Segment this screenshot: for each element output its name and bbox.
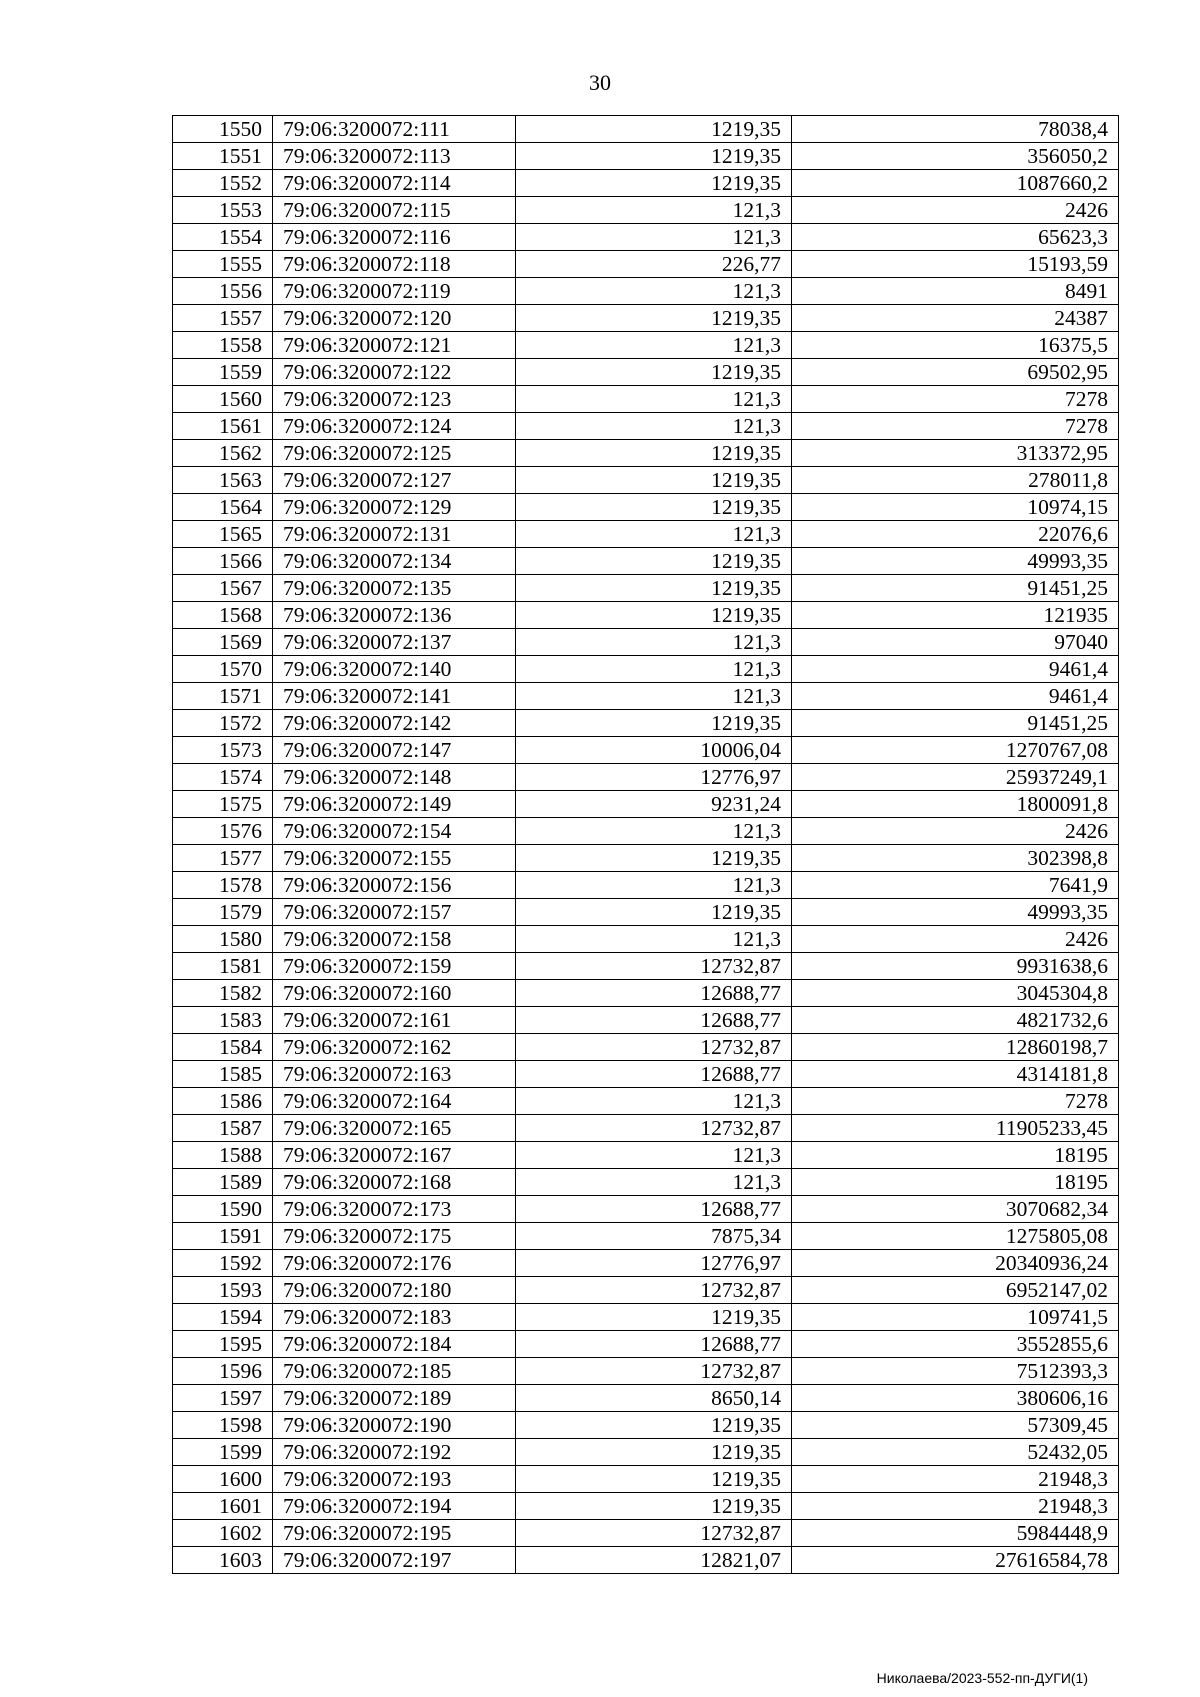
value-cell: 12860198,7 <box>792 1034 1119 1061</box>
cadastral-number-cell: 79:06:3200072:156 <box>273 872 516 899</box>
cadastral-number-cell: 79:06:3200072:164 <box>273 1088 516 1115</box>
area-cell: 121,3 <box>516 872 792 899</box>
row-number-cell: 1570 <box>173 656 273 683</box>
row-number-cell: 1559 <box>173 359 273 386</box>
row-number-cell: 1602 <box>173 1520 273 1547</box>
area-cell: 1219,35 <box>516 710 792 737</box>
table-row <box>173 845 1119 872</box>
cadastral-number-cell: 79:06:3200072:127 <box>273 467 516 494</box>
cadastral-number-cell: 79:06:3200072:163 <box>273 1061 516 1088</box>
value-cell: 5984448,9 <box>792 1520 1119 1547</box>
row-number-cell: 1563 <box>173 467 273 494</box>
value-cell: 2426 <box>792 197 1119 224</box>
table-row <box>173 710 1119 737</box>
value-cell: 20340936,24 <box>792 1250 1119 1277</box>
row-number-cell: 1574 <box>173 764 273 791</box>
value-cell: 65623,3 <box>792 224 1119 251</box>
table-row <box>173 278 1119 305</box>
value-cell: 8491 <box>792 278 1119 305</box>
row-number-cell: 1560 <box>173 386 273 413</box>
area-cell: 12688,77 <box>516 1331 792 1358</box>
row-number-cell: 1591 <box>173 1223 273 1250</box>
table-row <box>173 1466 1119 1493</box>
table-row <box>173 953 1119 980</box>
cadastral-number-cell: 79:06:3200072:162 <box>273 1034 516 1061</box>
cadastral-number-cell: 79:06:3200072:184 <box>273 1331 516 1358</box>
value-cell: 9461,4 <box>792 683 1119 710</box>
cadastral-number-cell: 79:06:3200072:158 <box>273 926 516 953</box>
row-number-cell: 1575 <box>173 791 273 818</box>
row-number-cell: 1596 <box>173 1358 273 1385</box>
cadastral-number-cell: 79:06:3200072:155 <box>273 845 516 872</box>
area-cell: 121,3 <box>516 1169 792 1196</box>
cadastral-number-cell: 79:06:3200072:180 <box>273 1277 516 1304</box>
area-cell: 121,3 <box>516 521 792 548</box>
row-number-cell: 1561 <box>173 413 273 440</box>
row-number-cell: 1552 <box>173 170 273 197</box>
cadastral-table <box>172 115 1119 1574</box>
table-row <box>173 1007 1119 1034</box>
cadastral-number-cell: 79:06:3200072:123 <box>273 386 516 413</box>
area-cell: 12688,77 <box>516 1196 792 1223</box>
row-number-cell: 1592 <box>173 1250 273 1277</box>
table-row <box>173 467 1119 494</box>
table-row <box>173 872 1119 899</box>
value-cell: 3070682,34 <box>792 1196 1119 1223</box>
value-cell: 91451,25 <box>792 575 1119 602</box>
area-cell: 226,77 <box>516 251 792 278</box>
row-number-cell: 1588 <box>173 1142 273 1169</box>
row-number-cell: 1573 <box>173 737 273 764</box>
cadastral-number-cell: 79:06:3200072:115 <box>273 197 516 224</box>
table-row <box>173 737 1119 764</box>
row-number-cell: 1601 <box>173 1493 273 1520</box>
area-cell: 1219,35 <box>516 143 792 170</box>
cadastral-number-cell: 79:06:3200072:197 <box>273 1547 516 1574</box>
row-number-cell: 1583 <box>173 1007 273 1034</box>
cadastral-number-cell: 79:06:3200072:148 <box>273 764 516 791</box>
row-number-cell: 1597 <box>173 1385 273 1412</box>
table-row <box>173 1142 1119 1169</box>
row-number-cell: 1556 <box>173 278 273 305</box>
row-number-cell: 1584 <box>173 1034 273 1061</box>
table-row <box>173 413 1119 440</box>
value-cell: 6952147,02 <box>792 1277 1119 1304</box>
table-row <box>173 1169 1119 1196</box>
value-cell: 1275805,08 <box>792 1223 1119 1250</box>
table-row <box>173 1493 1119 1520</box>
value-cell: 380606,16 <box>792 1385 1119 1412</box>
value-cell: 21948,3 <box>792 1466 1119 1493</box>
value-cell: 11905233,45 <box>792 1115 1119 1142</box>
table-row <box>173 1277 1119 1304</box>
table-row <box>173 818 1119 845</box>
table-row <box>173 1115 1119 1142</box>
row-number-cell: 1590 <box>173 1196 273 1223</box>
row-number-cell: 1600 <box>173 1466 273 1493</box>
row-number-cell: 1581 <box>173 953 273 980</box>
cadastral-number-cell: 79:06:3200072:193 <box>273 1466 516 1493</box>
page-number: 30 <box>589 70 611 95</box>
cadastral-number-cell: 79:06:3200072:137 <box>273 629 516 656</box>
row-number-cell: 1551 <box>173 143 273 170</box>
area-cell: 7875,34 <box>516 1223 792 1250</box>
area-cell: 12732,87 <box>516 1277 792 1304</box>
row-number-cell: 1566 <box>173 548 273 575</box>
table-row <box>173 116 1119 143</box>
area-cell: 121,3 <box>516 1088 792 1115</box>
table-row <box>173 1331 1119 1358</box>
value-cell: 49993,35 <box>792 899 1119 926</box>
area-cell: 121,3 <box>516 332 792 359</box>
value-cell: 57309,45 <box>792 1412 1119 1439</box>
value-cell: 278011,8 <box>792 467 1119 494</box>
value-cell: 109741,5 <box>792 1304 1119 1331</box>
area-cell: 1219,35 <box>516 116 792 143</box>
value-cell: 1270767,08 <box>792 737 1119 764</box>
area-cell: 1219,35 <box>516 1412 792 1439</box>
cadastral-number-cell: 79:06:3200072:175 <box>273 1223 516 1250</box>
row-number-cell: 1599 <box>173 1439 273 1466</box>
cadastral-number-cell: 79:06:3200072:136 <box>273 602 516 629</box>
value-cell: 21948,3 <box>792 1493 1119 1520</box>
cadastral-number-cell: 79:06:3200072:195 <box>273 1520 516 1547</box>
row-number-cell: 1568 <box>173 602 273 629</box>
value-cell: 91451,25 <box>792 710 1119 737</box>
cadastral-number-cell: 79:06:3200072:167 <box>273 1142 516 1169</box>
cadastral-number-cell: 79:06:3200072:142 <box>273 710 516 737</box>
cadastral-number-cell: 79:06:3200072:192 <box>273 1439 516 1466</box>
cadastral-table-body <box>173 116 1119 1574</box>
row-number-cell: 1598 <box>173 1412 273 1439</box>
area-cell: 1219,35 <box>516 170 792 197</box>
row-number-cell: 1593 <box>173 1277 273 1304</box>
area-cell: 1219,35 <box>516 494 792 521</box>
value-cell: 69502,95 <box>792 359 1119 386</box>
area-cell: 121,3 <box>516 926 792 953</box>
table-row <box>173 764 1119 791</box>
area-cell: 121,3 <box>516 656 792 683</box>
cadastral-number-cell: 79:06:3200072:147 <box>273 737 516 764</box>
table-row <box>173 332 1119 359</box>
area-cell: 1219,35 <box>516 548 792 575</box>
value-cell: 2426 <box>792 818 1119 845</box>
cadastral-number-cell: 79:06:3200072:189 <box>273 1385 516 1412</box>
cadastral-number-cell: 79:06:3200072:176 <box>273 1250 516 1277</box>
table-row <box>173 656 1119 683</box>
table-row <box>173 440 1119 467</box>
row-number-cell: 1562 <box>173 440 273 467</box>
area-cell: 12732,87 <box>516 953 792 980</box>
cadastral-number-cell: 79:06:3200072:118 <box>273 251 516 278</box>
value-cell: 7278 <box>792 386 1119 413</box>
area-cell: 121,3 <box>516 224 792 251</box>
area-cell: 9231,24 <box>516 791 792 818</box>
table-row <box>173 1304 1119 1331</box>
row-number-cell: 1578 <box>173 872 273 899</box>
area-cell: 121,3 <box>516 629 792 656</box>
row-number-cell: 1595 <box>173 1331 273 1358</box>
cadastral-number-cell: 79:06:3200072:120 <box>273 305 516 332</box>
table-row <box>173 548 1119 575</box>
table-row <box>173 1250 1119 1277</box>
table-row <box>173 1385 1119 1412</box>
row-number-cell: 1571 <box>173 683 273 710</box>
cadastral-number-cell: 79:06:3200072:161 <box>273 1007 516 1034</box>
table-row <box>173 251 1119 278</box>
cadastral-number-cell: 79:06:3200072:183 <box>273 1304 516 1331</box>
cadastral-number-cell: 79:06:3200072:160 <box>273 980 516 1007</box>
table-row <box>173 791 1119 818</box>
row-number-cell: 1594 <box>173 1304 273 1331</box>
value-cell: 2426 <box>792 926 1119 953</box>
area-cell: 1219,35 <box>516 1304 792 1331</box>
table-row <box>173 197 1119 224</box>
value-cell: 121935 <box>792 602 1119 629</box>
table-row <box>173 980 1119 1007</box>
cadastral-number-cell: 79:06:3200072:159 <box>273 953 516 980</box>
row-number-cell: 1589 <box>173 1169 273 1196</box>
table-row <box>173 575 1119 602</box>
value-cell: 4314181,8 <box>792 1061 1119 1088</box>
cadastral-number-cell: 79:06:3200072:129 <box>273 494 516 521</box>
table-row <box>173 1412 1119 1439</box>
table-row <box>173 1061 1119 1088</box>
area-cell: 1219,35 <box>516 1466 792 1493</box>
table-row <box>173 1358 1119 1385</box>
value-cell: 7278 <box>792 1088 1119 1115</box>
cadastral-number-cell: 79:06:3200072:111 <box>273 116 516 143</box>
area-cell: 12732,87 <box>516 1115 792 1142</box>
value-cell: 356050,2 <box>792 143 1119 170</box>
table-row <box>173 1196 1119 1223</box>
table-row <box>173 683 1119 710</box>
area-cell: 12688,77 <box>516 1061 792 1088</box>
row-number-cell: 1585 <box>173 1061 273 1088</box>
table-row <box>173 359 1119 386</box>
row-number-cell: 1603 <box>173 1547 273 1574</box>
value-cell: 16375,5 <box>792 332 1119 359</box>
cadastral-number-cell: 79:06:3200072:113 <box>273 143 516 170</box>
table-row <box>173 1439 1119 1466</box>
row-number-cell: 1579 <box>173 899 273 926</box>
value-cell: 22076,6 <box>792 521 1119 548</box>
cadastral-number-cell: 79:06:3200072:140 <box>273 656 516 683</box>
area-cell: 1219,35 <box>516 305 792 332</box>
area-cell: 12776,97 <box>516 764 792 791</box>
table-row <box>173 899 1119 926</box>
document-reference: Николаева/2023-552-пп-ДУГИ(1) <box>876 1670 1088 1686</box>
value-cell: 52432,05 <box>792 1439 1119 1466</box>
row-number-cell: 1586 <box>173 1088 273 1115</box>
value-cell: 3552855,6 <box>792 1331 1119 1358</box>
area-cell: 12821,07 <box>516 1547 792 1574</box>
area-cell: 10006,04 <box>516 737 792 764</box>
table-row <box>173 521 1119 548</box>
area-cell: 1219,35 <box>516 1439 792 1466</box>
cadastral-number-cell: 79:06:3200072:194 <box>273 1493 516 1520</box>
value-cell: 9931638,6 <box>792 953 1119 980</box>
cadastral-number-cell: 79:06:3200072:141 <box>273 683 516 710</box>
table-row <box>173 602 1119 629</box>
value-cell: 25937249,1 <box>792 764 1119 791</box>
cadastral-number-cell: 79:06:3200072:154 <box>273 818 516 845</box>
area-cell: 1219,35 <box>516 899 792 926</box>
area-cell: 1219,35 <box>516 1493 792 1520</box>
cadastral-number-cell: 79:06:3200072:165 <box>273 1115 516 1142</box>
table-row <box>173 1547 1119 1574</box>
table-row <box>173 1034 1119 1061</box>
value-cell: 313372,95 <box>792 440 1119 467</box>
area-cell: 1219,35 <box>516 440 792 467</box>
row-number-cell: 1554 <box>173 224 273 251</box>
value-cell: 1800091,8 <box>792 791 1119 818</box>
value-cell: 49993,35 <box>792 548 1119 575</box>
value-cell: 15193,59 <box>792 251 1119 278</box>
cadastral-number-cell: 79:06:3200072:116 <box>273 224 516 251</box>
cadastral-number-cell: 79:06:3200072:122 <box>273 359 516 386</box>
row-number-cell: 1587 <box>173 1115 273 1142</box>
value-cell: 97040 <box>792 629 1119 656</box>
row-number-cell: 1553 <box>173 197 273 224</box>
row-number-cell: 1577 <box>173 845 273 872</box>
cadastral-number-cell: 79:06:3200072:168 <box>273 1169 516 1196</box>
cadastral-number-cell: 79:06:3200072:190 <box>273 1412 516 1439</box>
area-cell: 12732,87 <box>516 1034 792 1061</box>
cadastral-number-cell: 79:06:3200072:121 <box>273 332 516 359</box>
value-cell: 9461,4 <box>792 656 1119 683</box>
value-cell: 7512393,3 <box>792 1358 1119 1385</box>
row-number-cell: 1557 <box>173 305 273 332</box>
value-cell: 78038,4 <box>792 116 1119 143</box>
cadastral-number-cell: 79:06:3200072:135 <box>273 575 516 602</box>
value-cell: 18195 <box>792 1142 1119 1169</box>
area-cell: 1219,35 <box>516 602 792 629</box>
value-cell: 27616584,78 <box>792 1547 1119 1574</box>
cadastral-number-cell: 79:06:3200072:124 <box>273 413 516 440</box>
area-cell: 12688,77 <box>516 1007 792 1034</box>
table-row <box>173 629 1119 656</box>
area-cell: 121,3 <box>516 197 792 224</box>
cadastral-number-cell: 79:06:3200072:134 <box>273 548 516 575</box>
table-row <box>173 305 1119 332</box>
area-cell: 1219,35 <box>516 575 792 602</box>
row-number-cell: 1569 <box>173 629 273 656</box>
cadastral-number-cell: 79:06:3200072:119 <box>273 278 516 305</box>
table-row <box>173 1520 1119 1547</box>
cadastral-number-cell: 79:06:3200072:157 <box>273 899 516 926</box>
value-cell: 4821732,6 <box>792 1007 1119 1034</box>
area-cell: 121,3 <box>516 683 792 710</box>
area-cell: 1219,35 <box>516 845 792 872</box>
row-number-cell: 1565 <box>173 521 273 548</box>
value-cell: 18195 <box>792 1169 1119 1196</box>
area-cell: 8650,14 <box>516 1385 792 1412</box>
table-row <box>173 494 1119 521</box>
area-cell: 12732,87 <box>516 1520 792 1547</box>
cadastral-number-cell: 79:06:3200072:114 <box>273 170 516 197</box>
value-cell: 3045304,8 <box>792 980 1119 1007</box>
area-cell: 121,3 <box>516 1142 792 1169</box>
table-row <box>173 224 1119 251</box>
table-row <box>173 926 1119 953</box>
cadastral-number-cell: 79:06:3200072:185 <box>273 1358 516 1385</box>
cadastral-number-cell: 79:06:3200072:173 <box>273 1196 516 1223</box>
row-number-cell: 1550 <box>173 116 273 143</box>
value-cell: 1087660,2 <box>792 170 1119 197</box>
area-cell: 121,3 <box>516 413 792 440</box>
row-number-cell: 1558 <box>173 332 273 359</box>
row-number-cell: 1555 <box>173 251 273 278</box>
row-number-cell: 1567 <box>173 575 273 602</box>
area-cell: 12732,87 <box>516 1358 792 1385</box>
cadastral-number-cell: 79:06:3200072:125 <box>273 440 516 467</box>
cadastral-number-cell: 79:06:3200072:131 <box>273 521 516 548</box>
area-cell: 121,3 <box>516 386 792 413</box>
area-cell: 121,3 <box>516 818 792 845</box>
row-number-cell: 1582 <box>173 980 273 1007</box>
area-cell: 12688,77 <box>516 980 792 1007</box>
row-number-cell: 1572 <box>173 710 273 737</box>
row-number-cell: 1576 <box>173 818 273 845</box>
table-row <box>173 386 1119 413</box>
table-row <box>173 1088 1119 1115</box>
area-cell: 121,3 <box>516 278 792 305</box>
area-cell: 1219,35 <box>516 359 792 386</box>
value-cell: 10974,15 <box>792 494 1119 521</box>
table-row <box>173 1223 1119 1250</box>
row-number-cell: 1564 <box>173 494 273 521</box>
row-number-cell: 1580 <box>173 926 273 953</box>
cadastral-number-cell: 79:06:3200072:149 <box>273 791 516 818</box>
value-cell: 24387 <box>792 305 1119 332</box>
value-cell: 7641,9 <box>792 872 1119 899</box>
area-cell: 12776,97 <box>516 1250 792 1277</box>
value-cell: 302398,8 <box>792 845 1119 872</box>
table-row <box>173 170 1119 197</box>
area-cell: 1219,35 <box>516 467 792 494</box>
table-row <box>173 143 1119 170</box>
value-cell: 7278 <box>792 413 1119 440</box>
